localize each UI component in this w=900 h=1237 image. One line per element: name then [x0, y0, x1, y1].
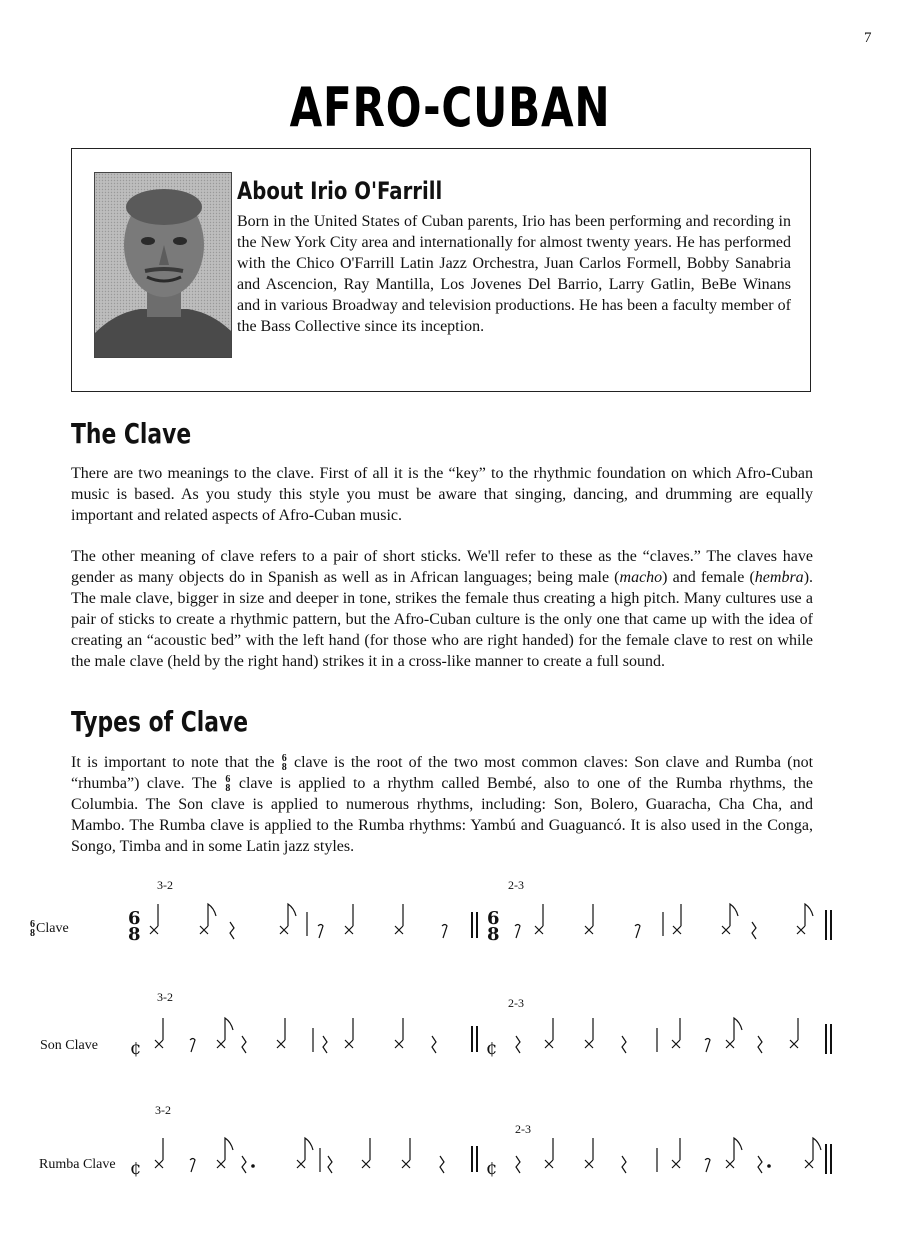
types-paragraph — [71, 752, 813, 857]
staff-2-barlines — [313, 1024, 831, 1054]
bio-box — [71, 148, 811, 392]
time-sig-6-8: 8 — [128, 924, 141, 945]
time-signature-inline — [225, 775, 230, 793]
para2-part-a: The other meaning of clave refers to a pair of short sticks. We'll refer to these as the “claves.” The claves have gender as many objects do in Spanish as well as in African languages; being male ( — [71, 548, 813, 586]
staff-name: Clave — [36, 921, 69, 937]
page-number: 7 — [864, 30, 872, 46]
rhythm-tag-3-2: 3-2 — [157, 990, 173, 1004]
ts-bottom: 8 — [30, 928, 35, 939]
ts-top: 6 — [30, 919, 35, 930]
staff-3-rests — [190, 1156, 770, 1173]
ts-top: 6 — [281, 753, 287, 765]
clave-paragraph-2 — [71, 546, 813, 672]
rhythm-tag-2-3: 2-3 — [508, 996, 524, 1010]
staff-1-notes — [150, 904, 813, 934]
bio-text: Born in the United States of Cuban parents, Irio has been performing and recording in the New York City area and internationally for almost twenty years. He has performed with the Chico O'Farrill Latin Jazz Orchestra, Juan Carlos Formell, Bobby Sanabria and Ascencion, Ray Mantilla, Los Jovenes Del Barrio, Larry Gatlin, BeBe Winans and in various Broadway and television productions. He has been a faculty member of the Bass Collective since its inception. — [237, 213, 791, 335]
cut-time-sig: ¢ — [130, 1158, 142, 1179]
para2-part-b: ) and female ( — [662, 569, 755, 586]
macho-term: macho — [619, 569, 663, 586]
rhythm-tag-3-2: 3-2 — [157, 878, 173, 892]
time-signature-inline — [282, 754, 287, 772]
rhythm-tag-2-3: 2-3 — [515, 1122, 531, 1136]
types-part-c: clave is applied to a rhythm called Bembé, also to one of the Rumba rhythms, the Columbia. The Son clave is applied to numerous rhythms, including: Son, Bolero, Guaracha, Cha Cha, and Mambo. The Rumba clave is applied to the Rumba rhythms: Yambú and Guaguancó. It is also used in the Conga, Songo, Timba and in some Latin jazz styles. — [71, 775, 814, 855]
page-title: AFRO-CUBAN — [289, 76, 611, 139]
clave-heading: The Clave — [71, 417, 192, 450]
clave-paragraph-1: There are two meanings to the clave. First of all it is the “key” to the rhythmic foundation on which Afro-Cuban music is based. As you study this style you must be aware that singing, dancing, and drumming are equally important and related aspects of Afro-Cuban music. — [71, 465, 813, 524]
ts-top: 6 — [225, 774, 231, 786]
types-heading: Types of Clave — [71, 705, 249, 738]
cut-time-sig: ¢ — [130, 1038, 142, 1059]
ts-bottom: 8 — [281, 762, 287, 774]
portrait-image — [95, 173, 232, 358]
time-sig-6-8: 6 — [487, 908, 500, 929]
para2-part-c: ). The male clave, bigger in size and deeper in tone, strikes the female thus creating a high pitch. Many cultures use a pair of sticks to create a rhythmic pattern, but the Afro-Cuban culture is the only one that came up with the idea of creating an “acoustic bed” with the left hand (for those who are right handed) for the female clave to rest on while the male clave (held by the right hand) strikes it in a cross-like manner to create a full sound. — [71, 569, 814, 670]
bio-heading: About Irio O'Farrill — [237, 177, 443, 205]
cut-time-sig: ¢ — [486, 1158, 498, 1179]
staff-3-barlines — [320, 1144, 831, 1174]
rhythm-tag-2-3: 2-3 — [508, 878, 524, 892]
types-part-a: It is important to note that the — [71, 754, 281, 771]
types-part-b: clave is the root of the two most common claves: Son clave and Rumba (not “rhumba”) clave. The — [71, 754, 814, 792]
time-sig-6-8: 8 — [487, 924, 500, 945]
staff-label-rumba: Rumba Clave — [39, 1157, 116, 1172]
rhythm-tag-3-2: 3-2 — [155, 1103, 171, 1117]
rhythm-staves-svg — [0, 860, 900, 1220]
staff-label-son: Son Clave — [40, 1038, 98, 1053]
time-sig-6-8: 6 — [128, 908, 141, 929]
hembra-term: hembra — [754, 569, 804, 586]
staff-1-barlines — [307, 910, 831, 940]
ts-bottom: 8 — [225, 783, 231, 795]
clave-notation — [0, 860, 900, 1220]
portrait-photo — [94, 172, 232, 358]
cut-time-sig: ¢ — [486, 1038, 498, 1059]
